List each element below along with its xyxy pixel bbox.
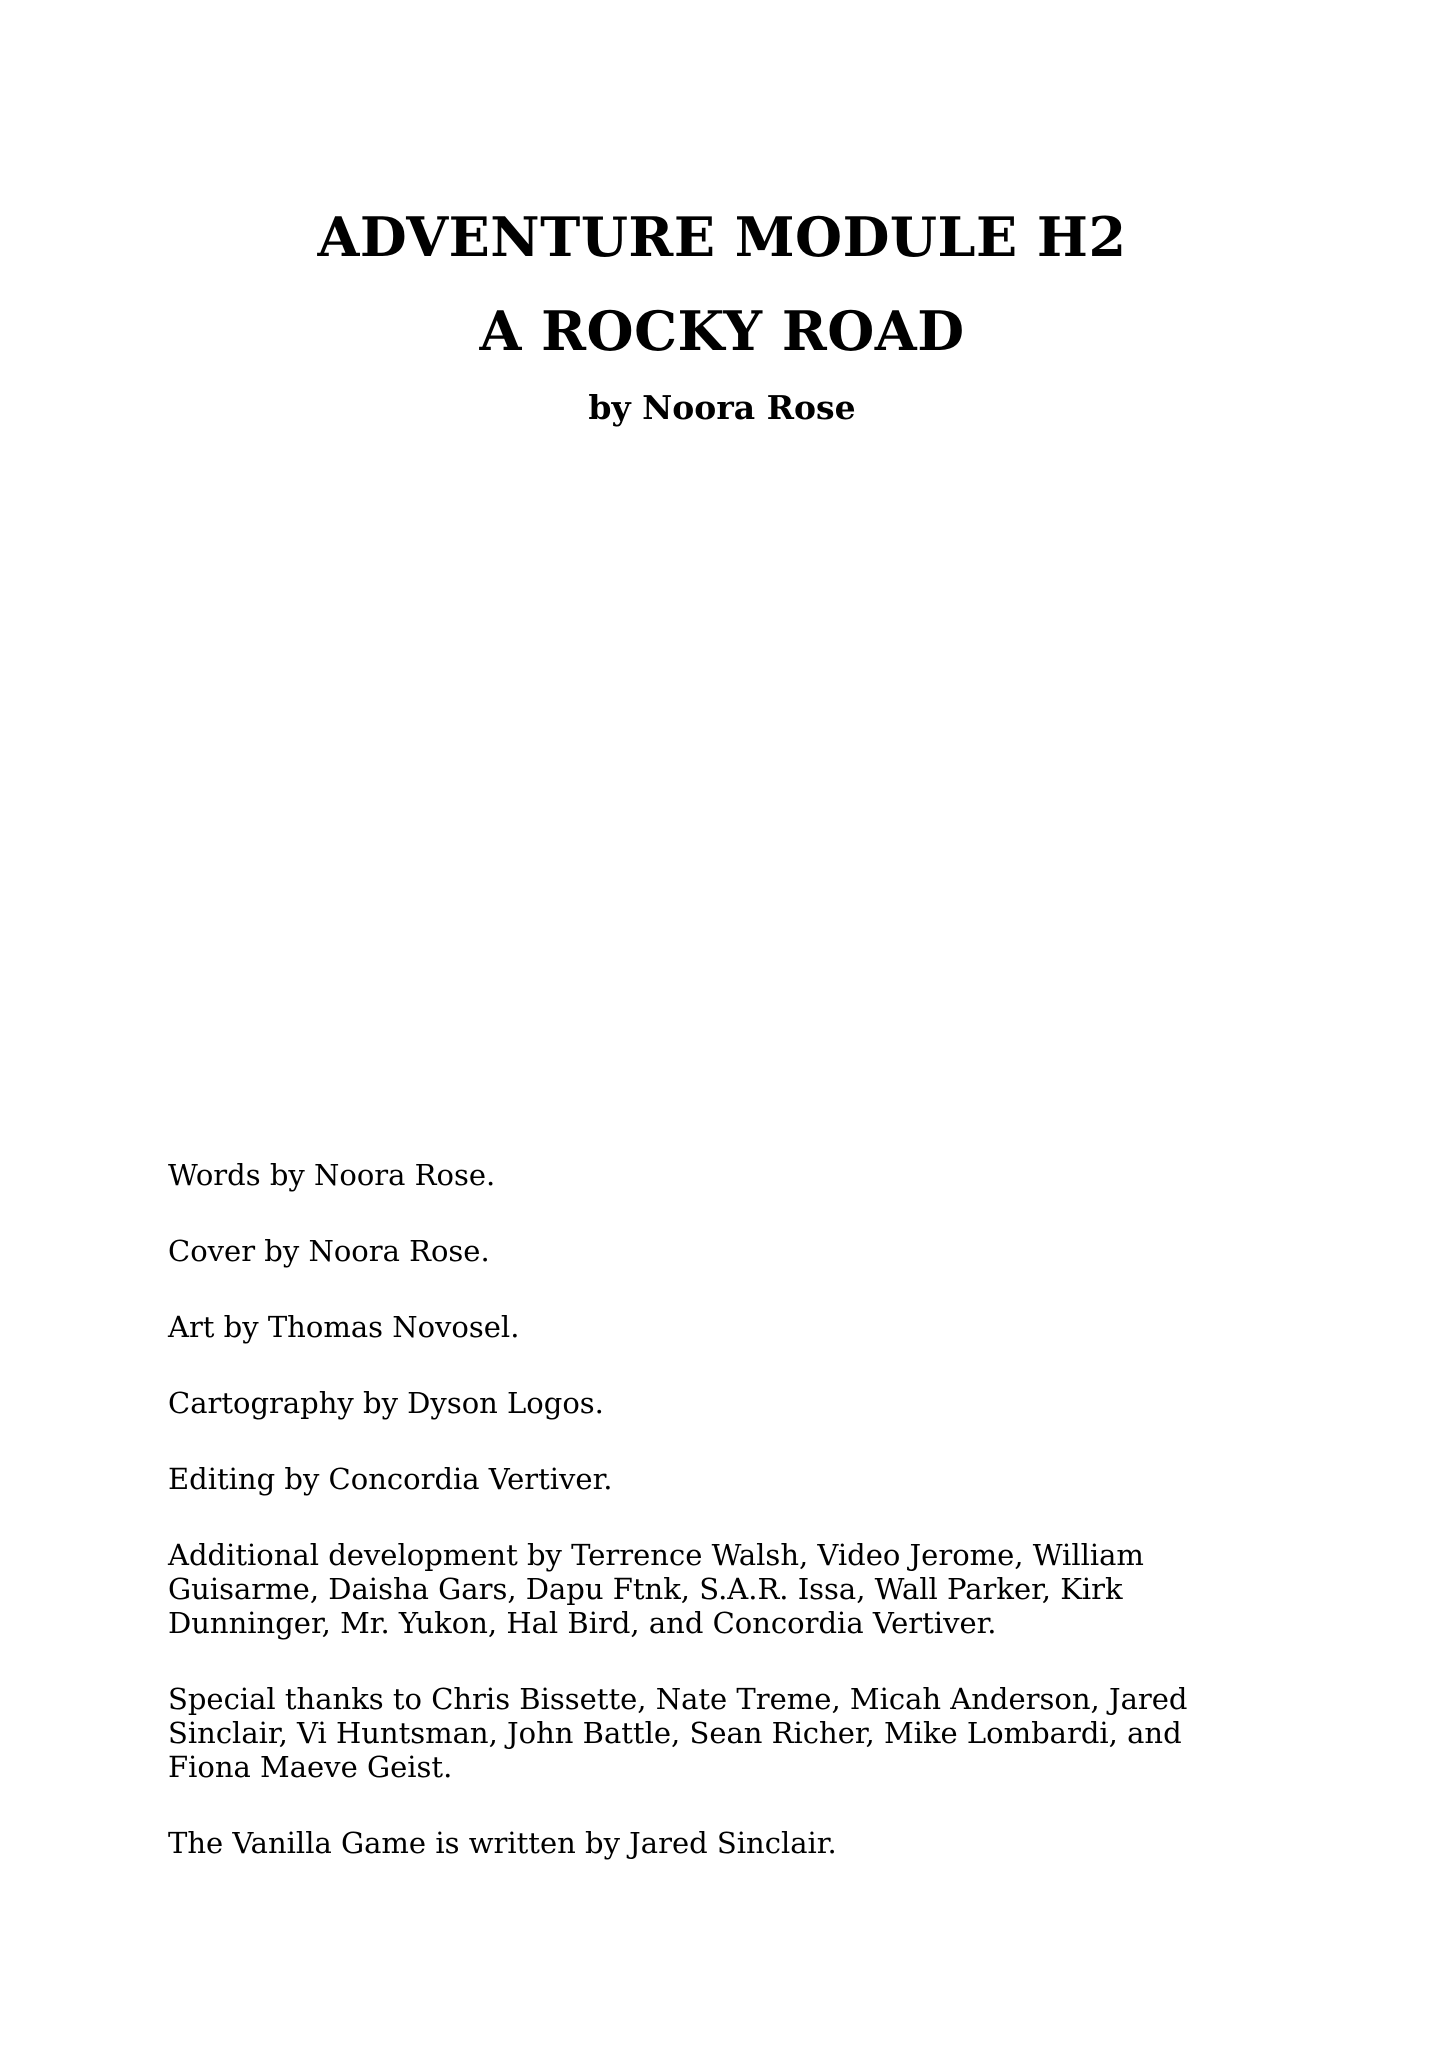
adventure-title: A ROCKY ROAD (479, 299, 965, 363)
author-byline: by Noora Rose (588, 388, 856, 427)
credit-special-thanks: Special thanks to Chris Bissette, Nate Treme, Micah Anderson, Jared Sinclair, Vi Huntsman, John Battle, Sean Richer, Mike Lombardi, and Fiona Maeve Geist. (168, 1682, 1188, 1784)
credit-words: Words by Noora Rose. (168, 1158, 496, 1192)
credit-additional-development: Additional development by Terrence Walsh, Video Jerome, William Guisarme, Daisha Gars, Dapu Ftnk, S.A.R. Issa, Wall Parker, Kirk Dunninger, Mr. Yukon, Hal Bird, and Concordia Vertiver. (168, 1538, 1144, 1640)
credit-art: Art by Thomas Novosel. (168, 1310, 520, 1344)
module-title: ADVENTURE MODULE H2 (317, 205, 1127, 269)
credit-cartography: Cartography by Dyson Logos. (168, 1386, 604, 1420)
credit-editing: Editing by Concordia Vertiver. (168, 1462, 613, 1496)
credit-vanilla-game: The Vanilla Game is written by Jared Sinclair. (168, 1826, 837, 1860)
credit-cover: Cover by Noora Rose. (168, 1234, 490, 1268)
credits-section (168, 1158, 1228, 1902)
title-block (0, 190, 1444, 428)
